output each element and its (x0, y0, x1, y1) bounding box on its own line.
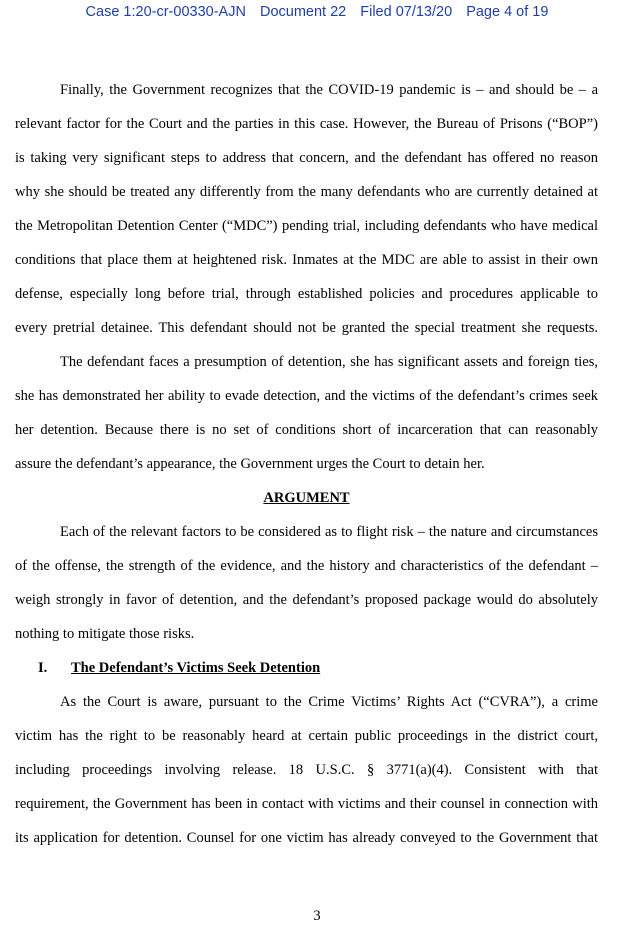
paragraph-line: its application for detention. Counsel for one victim has already conveyed to the Government that (15, 830, 598, 846)
paragraph-line: defense, especially long before trial, through established policies and procedures applicable to (15, 286, 598, 302)
paragraph-line: nothing to mitigate those risks. (15, 626, 195, 642)
paragraph-line: assure the defendant’s appearance, the Government urges the Court to detain her. (15, 456, 485, 472)
document-body (15, 73, 598, 855)
page-number: 3 (313, 908, 321, 924)
paragraph-line: Each of the relevant factors to be considered as to flight risk – the nature and circumstances (60, 524, 598, 540)
paragraph-line: requirement, the Government has been in contact with victims and their counsel in connection with (15, 796, 598, 812)
paragraph-line: The defendant faces a presumption of detention, she has significant assets and foreign ties, (60, 354, 598, 370)
paragraph-line: her detention. Because there is no set of conditions short of incarceration that can reasonably (15, 422, 598, 438)
paragraph-line: every pretrial detainee. This defendant should not be granted the special treatment she requests. (15, 320, 598, 336)
paragraph-line: is taking very significant steps to address that concern, and the defendant has offered no reason (15, 150, 598, 166)
paragraph-line: the Metropolitan Detention Center (“MDC”) pending trial, including defendants who have medical (15, 218, 598, 234)
paragraph-line: conditions that place them at heightened risk. Inmates at the MDC are able to assist in their own (15, 252, 598, 268)
case-number: Case 1:20-cr-00330-AJN (85, 4, 246, 20)
document-number: Document 22 (259, 4, 347, 20)
argument-heading-line (15, 481, 598, 515)
paragraph-line: weigh strongly in favor of detention, and the defendant’s proposed package would do absolutely (15, 592, 598, 608)
filed-date: Filed 07/13/20 (360, 4, 453, 20)
paragraph-line: relevant factor for the Court and the parties in this case. However, the Bureau of Prisons (“BOP”) (15, 116, 598, 132)
page-indicator: Page 4 of 19 (466, 4, 549, 20)
argument-heading: ARGUMENT (263, 490, 350, 506)
section-heading (15, 651, 598, 685)
paragraph-line: of the offense, the strength of the evidence, and the history and characteristics of the defendant – (15, 558, 598, 574)
paragraph-line: Finally, the Government recognizes that the COVID-19 pandemic is – and should be – a (60, 82, 598, 98)
paragraph-line: she has demonstrated her ability to evade detection, and the victims of the defendant’s crimes seek (15, 388, 598, 404)
case-header (0, 4, 634, 20)
section-title: The Defendant’s Victims Seek Detention (71, 660, 321, 676)
paragraph-line: why she should be treated any differently from the many defendants who are currently detained at (15, 184, 598, 200)
paragraph-line: As the Court is aware, pursuant to the Crime Victims’ Rights Act (“CVRA”), a crime (60, 694, 598, 710)
paragraph-line: including proceedings involving release. 18 U.S.C. § 3771(a)(4). Consistent with that (15, 762, 598, 778)
paragraph-line: victim has the right to be reasonably heard at certain public proceedings in the district court, (15, 728, 598, 744)
section-number: I. (38, 660, 48, 676)
